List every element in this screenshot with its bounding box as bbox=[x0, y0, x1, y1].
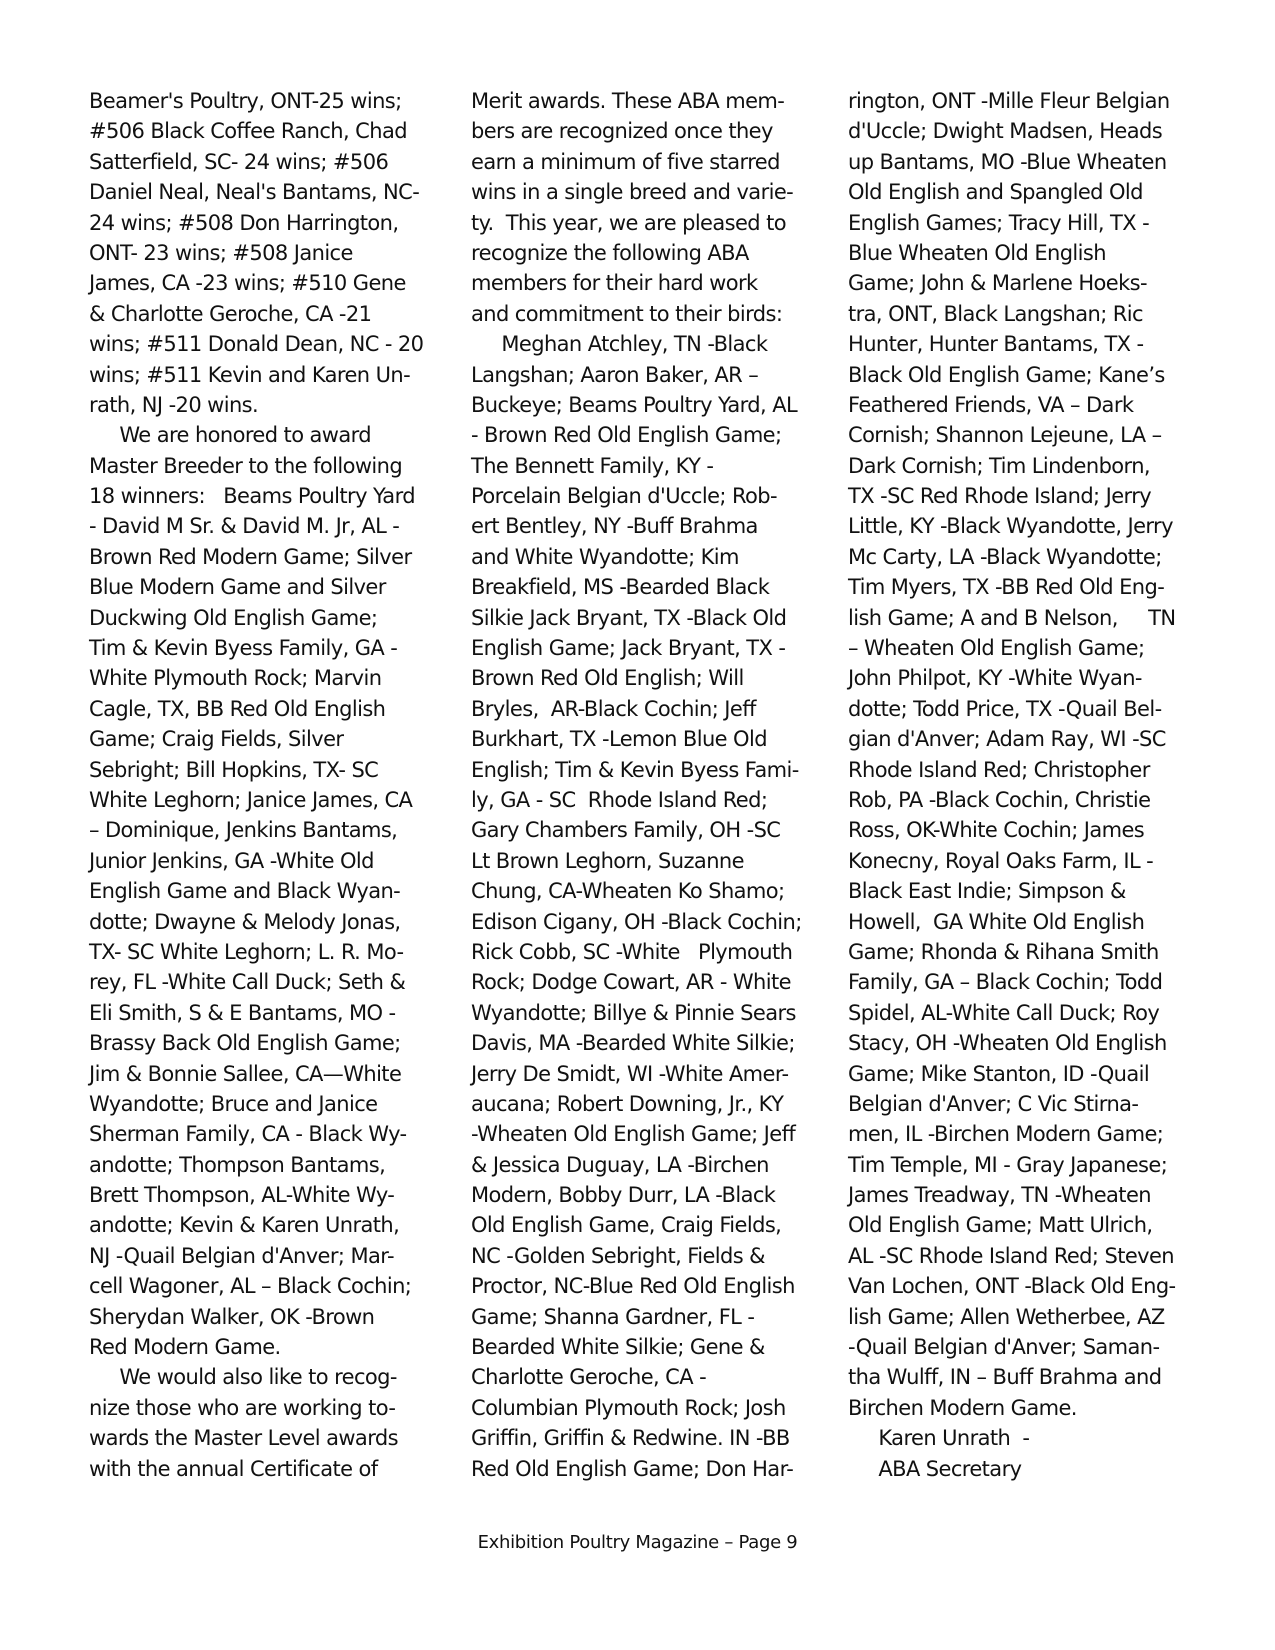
text-line: bers are recognized once they bbox=[471, 119, 773, 144]
text-line: wins; #511 Donald Dean, NC - 20 bbox=[89, 332, 424, 357]
text-line: ert Bentley, NY -Buff Brahma bbox=[471, 514, 758, 539]
text-line: Sherman Family, CA - Black Wy- bbox=[89, 1122, 407, 1147]
text-line: Red Modern Game. bbox=[89, 1335, 281, 1360]
text-line: Van Lochen, ONT -Black Old Eng- bbox=[848, 1274, 1176, 1299]
text-line: Brett Thompson, AL-White Wy- bbox=[89, 1183, 395, 1208]
text-line: Brassy Back Old English Game; bbox=[89, 1031, 401, 1056]
text-line: 18 winners: Beams Poultry Yard bbox=[89, 484, 415, 509]
text-line: Edison Cigany, OH -Black Cochin; bbox=[471, 909, 802, 934]
text-line: tha Wulff, IN – Buff Brahma and bbox=[848, 1365, 1162, 1390]
text-line: Wyandotte; Bruce and Janice bbox=[89, 1091, 378, 1116]
text-line: Old English Game; Matt Ulrich, bbox=[848, 1213, 1153, 1238]
text-line: NJ -Quail Belgian d'Anver; Mar- bbox=[89, 1243, 394, 1268]
text-line: Porcelain Belgian d'Uccle; Rob- bbox=[471, 484, 777, 509]
text-line: Brown Red Modern Game; Silver bbox=[89, 544, 412, 569]
text-line: Red Old English Game; Don Har- bbox=[471, 1456, 794, 1481]
text-line: Meghan Atchley, TN -Black bbox=[471, 332, 768, 357]
text-line: The Bennett Family, KY - bbox=[471, 453, 714, 478]
text-line: Davis, MA -Bearded White Silkie; bbox=[471, 1031, 795, 1056]
text-line: dotte; Todd Price, TX -Quail Bel- bbox=[848, 696, 1162, 721]
text-line: Rick Cobb, SC -White Plymouth bbox=[471, 939, 793, 964]
text-line: nize those who are working to- bbox=[89, 1395, 396, 1420]
text-line: Sebright; Bill Hopkins, TX- SC bbox=[89, 757, 379, 782]
text-line: dotte; Dwayne & Melody Jonas, bbox=[89, 909, 401, 934]
text-line: Family, GA – Black Cochin; Todd bbox=[848, 970, 1163, 995]
text-line: and commitment to their birds: bbox=[471, 301, 783, 326]
text-line: - Brown Red Old English Game; bbox=[471, 423, 782, 448]
text-line: Hunter, Hunter Bantams, TX - bbox=[848, 332, 1144, 357]
text-line: Tim Myers, TX -BB Red Old Eng- bbox=[848, 575, 1165, 600]
text-line: Birchen Modern Game. bbox=[848, 1395, 1077, 1420]
text-line: Charlotte Geroche, CA - bbox=[471, 1365, 707, 1390]
text-line: Ross, OK-White Cochin; James bbox=[848, 818, 1145, 843]
text-line: #506 Black Coffee Ranch, Chad bbox=[89, 119, 407, 144]
text-line: Black Old English Game; Kane’s bbox=[848, 362, 1165, 387]
text-line: d'Uccle; Dwight Madsen, Heads bbox=[848, 119, 1163, 144]
text-line: Griffin, Griffin & Redwine. IN -BB bbox=[471, 1426, 790, 1451]
text-line: Cornish; Shannon Lejeune, LA – bbox=[848, 423, 1162, 448]
text-line: rey, FL -White Call Duck; Seth & bbox=[89, 970, 406, 995]
text-line: Rock; Dodge Cowart, AR - White bbox=[471, 970, 791, 995]
text-line: Game; Shanna Gardner, FL - bbox=[471, 1304, 755, 1329]
text-line: ONT- 23 wins; #508 Janice bbox=[89, 240, 353, 265]
text-line: Bryles, AR-Black Cochin; Jeff bbox=[471, 696, 756, 721]
text-line: Beamer's Poultry, ONT-25 wins; bbox=[89, 89, 402, 113]
text-line: We are honored to award bbox=[89, 423, 372, 448]
text-line: Rob, PA -Black Cochin, Christie bbox=[848, 787, 1151, 812]
text-line: tra, ONT, Black Langshan; Ric bbox=[848, 301, 1143, 326]
text-line: ty. This year, we are pleased to bbox=[471, 210, 786, 235]
text-line: Breakfield, MS -Bearded Black bbox=[471, 575, 770, 600]
text-line: English Game and Black Wyan- bbox=[89, 879, 401, 904]
text-line: aucana; Robert Downing, Jr., KY bbox=[471, 1091, 784, 1116]
text-line: James, CA -23 wins; #510 Gene bbox=[89, 271, 406, 296]
text-line: English; Tim & Kevin Byess Fami- bbox=[471, 757, 799, 782]
text-line: Blue Wheaten Old English bbox=[848, 240, 1106, 265]
text-line: Silkie Jack Bryant, TX -Black Old bbox=[471, 605, 787, 630]
text-line: Feathered Friends, VA – Dark bbox=[848, 392, 1134, 417]
text-line: men, IL -Birchen Modern Game; bbox=[848, 1122, 1164, 1147]
text-line: Merit awards. These ABA mem- bbox=[471, 89, 785, 113]
text-line: cell Wagoner, AL – Black Cochin; bbox=[89, 1274, 412, 1299]
text-line: Rhode Island Red; Christopher bbox=[848, 757, 1150, 782]
text-line: We would also like to recog- bbox=[89, 1365, 397, 1390]
text-line: recognize the following ABA bbox=[471, 240, 749, 265]
text-line: Master Breeder to the following bbox=[89, 453, 403, 478]
text-line: English Games; Tracy Hill, TX - bbox=[848, 210, 1150, 235]
text-line: lish Game; A and B Nelson, TN bbox=[848, 605, 1176, 630]
text-line: TX- SC White Leghorn; L. R. Mo- bbox=[89, 939, 404, 964]
text-line: -Quail Belgian d'Anver; Saman- bbox=[848, 1335, 1160, 1360]
text-line: lish Game; Allen Wetherbee, AZ bbox=[848, 1304, 1165, 1329]
text-line: NC -Golden Sebright, Fields & bbox=[471, 1243, 765, 1268]
text-line: gian d'Anver; Adam Ray, WI -SC bbox=[848, 727, 1166, 752]
text-line: English Game; Jack Bryant, TX - bbox=[471, 636, 786, 661]
text-line: Junior Jenkins, GA -White Old bbox=[89, 848, 374, 873]
text-line: – Wheaten Old English Game; bbox=[848, 636, 1145, 661]
text-line: Black East Indie; Simpson & bbox=[848, 879, 1126, 904]
text-line: Buckeye; Beams Poultry Yard, AL bbox=[471, 392, 798, 417]
text-line: – Dominique, Jenkins Bantams, bbox=[89, 818, 398, 843]
text-line: Belgian d'Anver; C Vic Stirna- bbox=[848, 1091, 1139, 1116]
text-line: Little, KY -Black Wyandotte, Jerry bbox=[848, 514, 1173, 539]
text-line: with the annual Certificate of bbox=[89, 1456, 378, 1481]
text-line: Proctor, NC-Blue Red Old English bbox=[471, 1274, 795, 1299]
text-line: Bearded White Silkie; Gene & bbox=[471, 1335, 765, 1360]
text-line: Sherydan Walker, OK -Brown bbox=[89, 1304, 375, 1329]
text-line: Brown Red Old English; Will bbox=[471, 666, 744, 691]
text-line: AL -SC Rhode Island Red; Steven bbox=[848, 1243, 1175, 1268]
text-line: & Jessica Duguay, LA -Birchen bbox=[471, 1152, 769, 1177]
text-line: Jim & Bonnie Sallee, CA—White bbox=[89, 1061, 402, 1086]
text-line: rington, ONT -Mille Fleur Belgian bbox=[848, 89, 1170, 113]
text-line: Jerry De Smidt, WI -White Amer- bbox=[471, 1061, 789, 1086]
text-line: andotte; Thompson Bantams, bbox=[89, 1152, 386, 1177]
text-line: Langshan; Aaron Baker, AR – bbox=[471, 362, 759, 387]
text-line: TX -SC Red Rhode Island; Jerry bbox=[848, 484, 1152, 509]
text-line: Satterfield, SC- 24 wins; #506 bbox=[89, 149, 389, 174]
text-line: Stacy, OH -Wheaten Old English bbox=[848, 1031, 1167, 1056]
text-line: Wyandotte; Billye & Pinnie Sears bbox=[471, 1000, 796, 1025]
text-line: up Bantams, MO -Blue Wheaten bbox=[848, 149, 1167, 174]
text-line: members for their hard work bbox=[471, 271, 758, 296]
text-line: 24 wins; #508 Don Harrington, bbox=[89, 210, 399, 235]
text-line: -Wheaten Old English Game; Jeff bbox=[471, 1122, 796, 1147]
text-line: and White Wyandotte; Kim bbox=[471, 544, 739, 569]
text-line: Old English Game, Craig Fields, bbox=[471, 1213, 782, 1238]
text-line: Eli Smith, S & E Bantams, MO - bbox=[89, 1000, 396, 1025]
text-line: Dark Cornish; Tim Lindenborn, bbox=[848, 453, 1151, 478]
text-line: Howell, GA White Old English bbox=[848, 909, 1145, 934]
article-column-2 bbox=[471, 86, 811, 1484]
text-line: Columbian Plymouth Rock; Josh bbox=[471, 1395, 786, 1420]
text-line: Modern, Bobby Durr, LA -Black bbox=[471, 1183, 776, 1208]
text-line: Game; John & Marlene Hoeks- bbox=[848, 271, 1147, 296]
text-line: Spidel, AL-White Call Duck; Roy bbox=[848, 1000, 1160, 1025]
text-line: wins in a single breed and varie- bbox=[471, 180, 794, 205]
text-line: Blue Modern Game and Silver bbox=[89, 575, 386, 600]
text-line: - David M Sr. & David M. Jr, AL - bbox=[89, 514, 400, 539]
text-line: Lt Brown Leghorn, Suzanne bbox=[471, 848, 744, 873]
article-column-1 bbox=[89, 86, 429, 1484]
text-line: wins; #511 Kevin and Karen Un- bbox=[89, 362, 411, 387]
text-line: Tim & Kevin Byess Family, GA - bbox=[89, 636, 398, 661]
text-line: Konecny, Royal Oaks Farm, IL - bbox=[848, 848, 1154, 873]
page-footer: Exhibition Poultry Magazine – Page 9 bbox=[477, 1532, 798, 1553]
text-line: Game; Mike Stanton, ID -Quail bbox=[848, 1061, 1150, 1086]
text-line: earn a minimum of five starred bbox=[471, 149, 780, 174]
text-line: John Philpot, KY -White Wyan- bbox=[848, 666, 1142, 691]
text-line: Tim Temple, MI - Gray Japanese; bbox=[848, 1152, 1168, 1177]
text-line: Daniel Neal, Neal's Bantams, NC- bbox=[89, 180, 420, 205]
text-line: Game; Craig Fields, Silver bbox=[89, 727, 344, 752]
text-line: James Treadway, TN -Wheaten bbox=[848, 1183, 1151, 1208]
text-line: Chung, CA-Wheaten Ko Shamo; bbox=[471, 879, 785, 904]
text-line: andotte; Kevin & Karen Unrath, bbox=[89, 1213, 400, 1238]
text-line: wards the Master Level awards bbox=[89, 1426, 398, 1451]
text-line: ly, GA - SC Rhode Island Red; bbox=[471, 787, 768, 812]
text-line: Burkhart, TX -Lemon Blue Old bbox=[471, 727, 767, 752]
text-line: & Charlotte Geroche, CA -21 bbox=[89, 301, 372, 326]
text-line: Mc Carty, LA -Black Wyandotte; bbox=[848, 544, 1162, 569]
text-line: Gary Chambers Family, OH -SC bbox=[471, 818, 781, 843]
text-line: Duckwing Old English Game; bbox=[89, 605, 378, 630]
text-line: Cagle, TX, BB Red Old English bbox=[89, 696, 386, 721]
text-line: Game; Rhonda & Rihana Smith bbox=[848, 939, 1159, 964]
text-line: White Leghorn; Janice James, CA bbox=[89, 787, 413, 812]
text-line: White Plymouth Rock; Marvin bbox=[89, 666, 382, 691]
article-column-3 bbox=[848, 86, 1193, 1484]
text-line: Old English and Spangled Old bbox=[848, 180, 1143, 205]
text-line: rath, NJ -20 wins. bbox=[89, 392, 259, 417]
text-line: Karen Unrath - bbox=[848, 1426, 1030, 1451]
text-line: ABA Secretary bbox=[848, 1456, 1022, 1481]
